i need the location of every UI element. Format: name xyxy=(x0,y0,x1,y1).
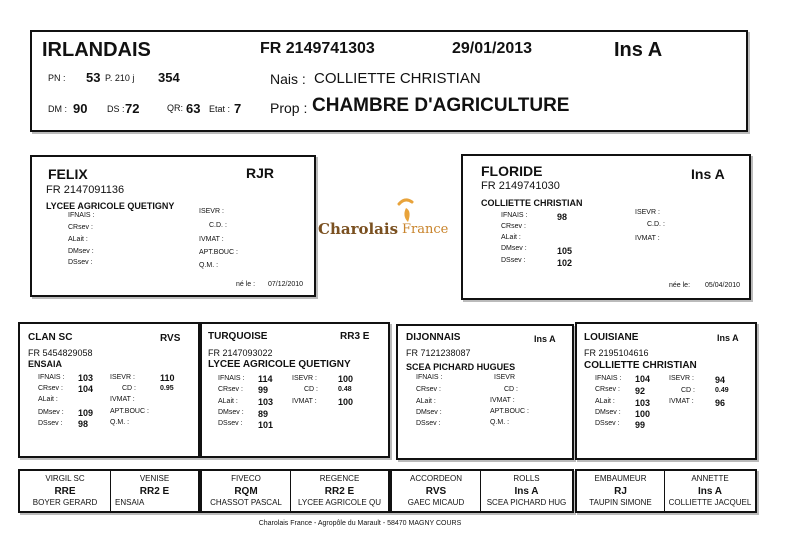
gp4-dmsev-label: DMsev : xyxy=(595,409,621,416)
gp2-dmsev-label: DMsev : xyxy=(218,409,244,416)
gp2-ivmat-value: 100 xyxy=(338,397,354,407)
gp4-ifnais-value: 104 xyxy=(635,374,651,384)
sire-born-label: né le : xyxy=(236,281,256,288)
gp2-name: TURQUOISE xyxy=(208,331,268,342)
gp1-ifnais-value: 103 xyxy=(78,373,94,383)
ggp-name: FIVECO xyxy=(231,474,261,483)
dam-dssev-value: 102 xyxy=(557,258,573,268)
gp3-isevr-label: ISEVR xyxy=(494,374,516,381)
gp1-crsev-value: 104 xyxy=(78,384,94,394)
ggp-cell xyxy=(392,471,480,511)
gp1-ifnais-label: IFNAIS : xyxy=(38,374,65,381)
dam-card xyxy=(461,154,751,300)
gp1-label: RVS xyxy=(160,333,181,344)
dam-ivmat-label: IVMAT : xyxy=(635,235,660,242)
dam-breeder: COLLIETTE CHRISTIAN xyxy=(481,198,583,208)
gp4-alait-label: ALait : xyxy=(595,398,615,405)
gp4-label: Ins A xyxy=(717,333,739,343)
gp4-isevr-label: ISEVR : xyxy=(669,375,694,382)
sire-crsev-label: CRsev : xyxy=(68,224,93,231)
qr-label: QR: xyxy=(167,103,184,113)
ggp-code: RQM xyxy=(234,486,258,497)
gp3-ivmat-label: IVMAT : xyxy=(490,397,515,404)
dam-name: FLORIDE xyxy=(481,163,543,179)
dam-id: FR 2149741030 xyxy=(481,180,560,192)
ggp-name: EMBAUMEUR xyxy=(594,474,647,483)
gp4-ifnais-label: IFNAIS : xyxy=(595,375,622,382)
great-grandparents-group-3 xyxy=(390,469,574,513)
gp2-label: RR3 E xyxy=(340,331,370,342)
dam-ifnais-value: 98 xyxy=(557,212,568,222)
nais-value: COLLIETTE CHRISTIAN xyxy=(314,70,481,87)
gp3-dmsev-label: DMsev : xyxy=(416,409,442,416)
dam-label: Ins A xyxy=(691,166,725,182)
great-grandparents-group-4 xyxy=(575,469,757,513)
dam-ifnais-label: IFNAIS : xyxy=(501,212,528,219)
gp2-crsev-value: 99 xyxy=(258,385,269,395)
gp2-ifnais-label: IFNAIS : xyxy=(218,375,245,382)
gp2-alait-value: 103 xyxy=(258,397,274,407)
great-grandparents-group-1 xyxy=(18,469,200,513)
main-animal-date: 29/01/2013 xyxy=(452,40,533,57)
sire-born-date: 07/12/2010 xyxy=(268,281,304,288)
dam-crsev-label: CRsev : xyxy=(501,223,526,230)
gp1-aptbouc-label: APT.BOUC : xyxy=(110,408,149,415)
gp1-dmsev-label: DMsev : xyxy=(38,409,64,416)
ggp-owner: BOYER GERARD xyxy=(32,498,98,507)
pn-label: PN : xyxy=(48,73,66,83)
gp1-ivmat-label: IVMAT : xyxy=(110,396,135,403)
gp1-breeder: ENSAIA xyxy=(28,359,63,369)
gp3-ifnais-label: IFNAIS : xyxy=(416,374,443,381)
gp1-cd-label: CD : xyxy=(122,385,136,392)
ds-label: DS : xyxy=(107,104,125,114)
gp4-crsev-value: 92 xyxy=(635,386,646,396)
sire-dmsev-label: DMsev : xyxy=(68,248,94,255)
gp3-name: DIJONNAIS xyxy=(406,332,461,343)
ggp-cell xyxy=(291,471,388,511)
sire-ivmat-label: IVMAT : xyxy=(199,236,224,243)
ggp-cell xyxy=(202,471,290,511)
gp4-cd-value: 0.49 xyxy=(715,387,729,394)
ggp-owner: LYCEE AGRICOLE QU xyxy=(298,498,381,507)
dam-alait-label: ALait : xyxy=(501,234,521,241)
prop-value: CHAMBRE D'AGRICULTURE xyxy=(312,95,570,116)
gp4-cd-label: CD : xyxy=(681,387,695,394)
etat-value: 7 xyxy=(234,101,242,116)
footer-address: Charolais France - Agropôle du Marault - 58470 MAGNY COURS xyxy=(258,520,462,527)
gp1-dssev-value: 98 xyxy=(78,419,89,429)
gp4-alait-value: 103 xyxy=(635,398,651,408)
ds-value: 72 xyxy=(125,101,140,116)
gp2-isevr-value: 100 xyxy=(338,374,354,384)
gp4-ivmat-label: IVMAT : xyxy=(669,398,694,405)
gp3-qm-label: Q.M. : xyxy=(490,419,510,426)
great-grandparents-group-2 xyxy=(200,469,390,513)
gp1-crsev-label: CRsev : xyxy=(38,385,63,392)
ggp-cell xyxy=(20,471,110,511)
ggp-code: RVS xyxy=(425,486,447,497)
ggp-owner: COLLIETTE JACQUEL xyxy=(668,498,752,507)
dm-label: DM : xyxy=(48,104,67,114)
sire-cd-label: C.D. : xyxy=(209,222,227,229)
gp2-ivmat-label: IVMAT : xyxy=(292,398,317,405)
gp1-isevr-label: ISEVR : xyxy=(110,374,135,381)
gp1-name: CLAN SC xyxy=(28,332,73,343)
gp3-alait-label: ALait : xyxy=(416,398,436,405)
ggp-code: Ins A xyxy=(697,486,723,497)
dm-value: 90 xyxy=(73,101,88,116)
gp1-cd-value: 0.95 xyxy=(160,385,174,392)
gp2-dmsev-value: 89 xyxy=(258,409,269,419)
main-animal-name: IRLANDAIS xyxy=(42,39,151,61)
gp4-isevr-value: 94 xyxy=(715,375,726,385)
gp2-cd-value: 0.48 xyxy=(338,386,352,393)
logo-text-france: France xyxy=(402,222,449,237)
ggp-name: ACCORDEON xyxy=(409,474,462,483)
sire-isevr-label: ISEVR : xyxy=(199,208,224,215)
dam-dmsev-value: 105 xyxy=(557,246,573,256)
p210-value: 354 xyxy=(158,70,180,85)
prop-label: Prop : xyxy=(270,100,308,116)
gp1-alait-label: ALait : xyxy=(38,396,58,403)
gp3-label: Ins A xyxy=(534,334,556,344)
ggp-code: RRE xyxy=(54,486,76,497)
gp3-dssev-label: DSsev : xyxy=(416,420,441,427)
ggp-name: ROLLS xyxy=(513,474,540,483)
dam-born-label: née le: xyxy=(669,282,691,289)
dam-born-date: 05/04/2010 xyxy=(705,282,741,289)
gp4-crsev-label: CRsev : xyxy=(595,386,620,393)
gp3-id: FR 7121238087 xyxy=(406,348,471,358)
main-animal-id: FR 2149741303 xyxy=(260,40,375,57)
ggp-cell xyxy=(111,471,198,511)
gp4-id: FR 2195104616 xyxy=(584,348,649,358)
sire-id: FR 2147091136 xyxy=(46,184,125,196)
nais-label: Nais : xyxy=(270,71,306,87)
ggp-owner: SCEA PICHARD HUG xyxy=(486,498,567,507)
gp1-dmsev-value: 109 xyxy=(78,408,94,418)
sire-breeder: LYCEE AGRICOLE QUETIGNY xyxy=(46,201,175,211)
ggp-code: Ins A xyxy=(514,486,539,497)
ggp-owner: TAUPIN SIMONE xyxy=(589,498,652,507)
sire-dssev-label: DSsev : xyxy=(68,259,93,266)
ggp-name: VENISE xyxy=(139,474,170,483)
logo-text-charolais: Charolais xyxy=(318,220,399,238)
gp2-dssev-label: DSsev : xyxy=(218,420,243,427)
charolais-france-logo xyxy=(316,196,456,246)
sire-label: RJR xyxy=(246,165,275,181)
grandparent-card-dijonnais xyxy=(396,324,574,460)
gp2-breeder: LYCEE AGRICOLE QUETIGNY xyxy=(208,359,351,370)
gp2-id: FR 2147093022 xyxy=(208,348,273,358)
ggp-code: RR2 E xyxy=(139,486,170,497)
gp4-ivmat-value: 96 xyxy=(715,398,726,408)
main-animal-card xyxy=(30,30,748,132)
grandparent-card-turquoise xyxy=(200,322,390,458)
gp2-isevr-label: ISEVR : xyxy=(292,375,317,382)
dam-cd-label: C.D. : xyxy=(647,221,665,228)
pn-value: 53 xyxy=(86,70,101,85)
sire-aptbouc-label: APT.BOUC : xyxy=(199,249,238,256)
ggp-code: RR2 E xyxy=(324,486,355,497)
gp4-breeder: COLLIETTE CHRISTIAN xyxy=(584,360,697,371)
sire-ifnais-label: IFNAIS : xyxy=(68,212,95,219)
gp2-dssev-value: 101 xyxy=(258,420,274,430)
main-animal-label: Ins A xyxy=(614,39,663,61)
ggp-name: REGENCE xyxy=(319,474,360,483)
ggp-owner: GAEC MICAUD xyxy=(407,498,465,507)
gp3-breeder: SCEA PICHARD HUGUES xyxy=(406,362,516,372)
gp4-name: LOUISIANE xyxy=(584,332,639,343)
grandparent-card-clan-sc xyxy=(18,322,200,458)
ggp-cell xyxy=(481,471,572,511)
gp2-crsev-label: CRsev : xyxy=(218,386,243,393)
gp2-alait-label: ALait : xyxy=(218,398,238,405)
dam-isevr-label: ISEVR : xyxy=(635,209,660,216)
gp4-dssev-label: DSsev : xyxy=(595,420,620,427)
ggp-name: VIRGIL SC xyxy=(45,474,85,483)
gp4-dmsev-value: 100 xyxy=(635,409,651,419)
sire-alait-label: ALait : xyxy=(68,236,88,243)
ggp-cell xyxy=(665,471,755,511)
ggp-cell xyxy=(577,471,664,511)
gp2-ifnais-value: 114 xyxy=(258,374,273,384)
gp1-isevr-value: 110 xyxy=(160,373,175,383)
sire-name: FELIX xyxy=(48,166,88,182)
sire-qm-label: Q.M. : xyxy=(199,262,219,269)
ggp-code: RJ xyxy=(614,486,627,497)
ggp-owner: ENSAIA xyxy=(115,498,145,507)
gp2-cd-label: CD : xyxy=(304,386,318,393)
gp3-aptbouc-label: APT.BOUC : xyxy=(490,408,529,415)
etat-label: Etat : xyxy=(209,104,231,114)
gp1-id: FR 5454829058 xyxy=(28,348,93,358)
gp1-qm-label: Q.M. : xyxy=(110,419,130,426)
gp4-dssev-value: 99 xyxy=(635,420,646,430)
sire-card xyxy=(30,155,316,297)
p210-label: P. 210 j xyxy=(105,73,135,83)
gp3-cd-label: CD : xyxy=(504,386,518,393)
qr-value: 63 xyxy=(186,101,201,116)
ggp-name: ANNETTE xyxy=(691,474,729,483)
dam-dssev-label: DSsev : xyxy=(501,257,526,264)
grandparent-card-louisiane xyxy=(575,322,757,460)
ggp-owner: CHASSOT PASCAL xyxy=(210,498,282,507)
gp3-crsev-label: CRsev : xyxy=(416,386,441,393)
gp1-dssev-label: DSsev : xyxy=(38,420,63,427)
dam-dmsev-label: DMsev : xyxy=(501,245,527,252)
